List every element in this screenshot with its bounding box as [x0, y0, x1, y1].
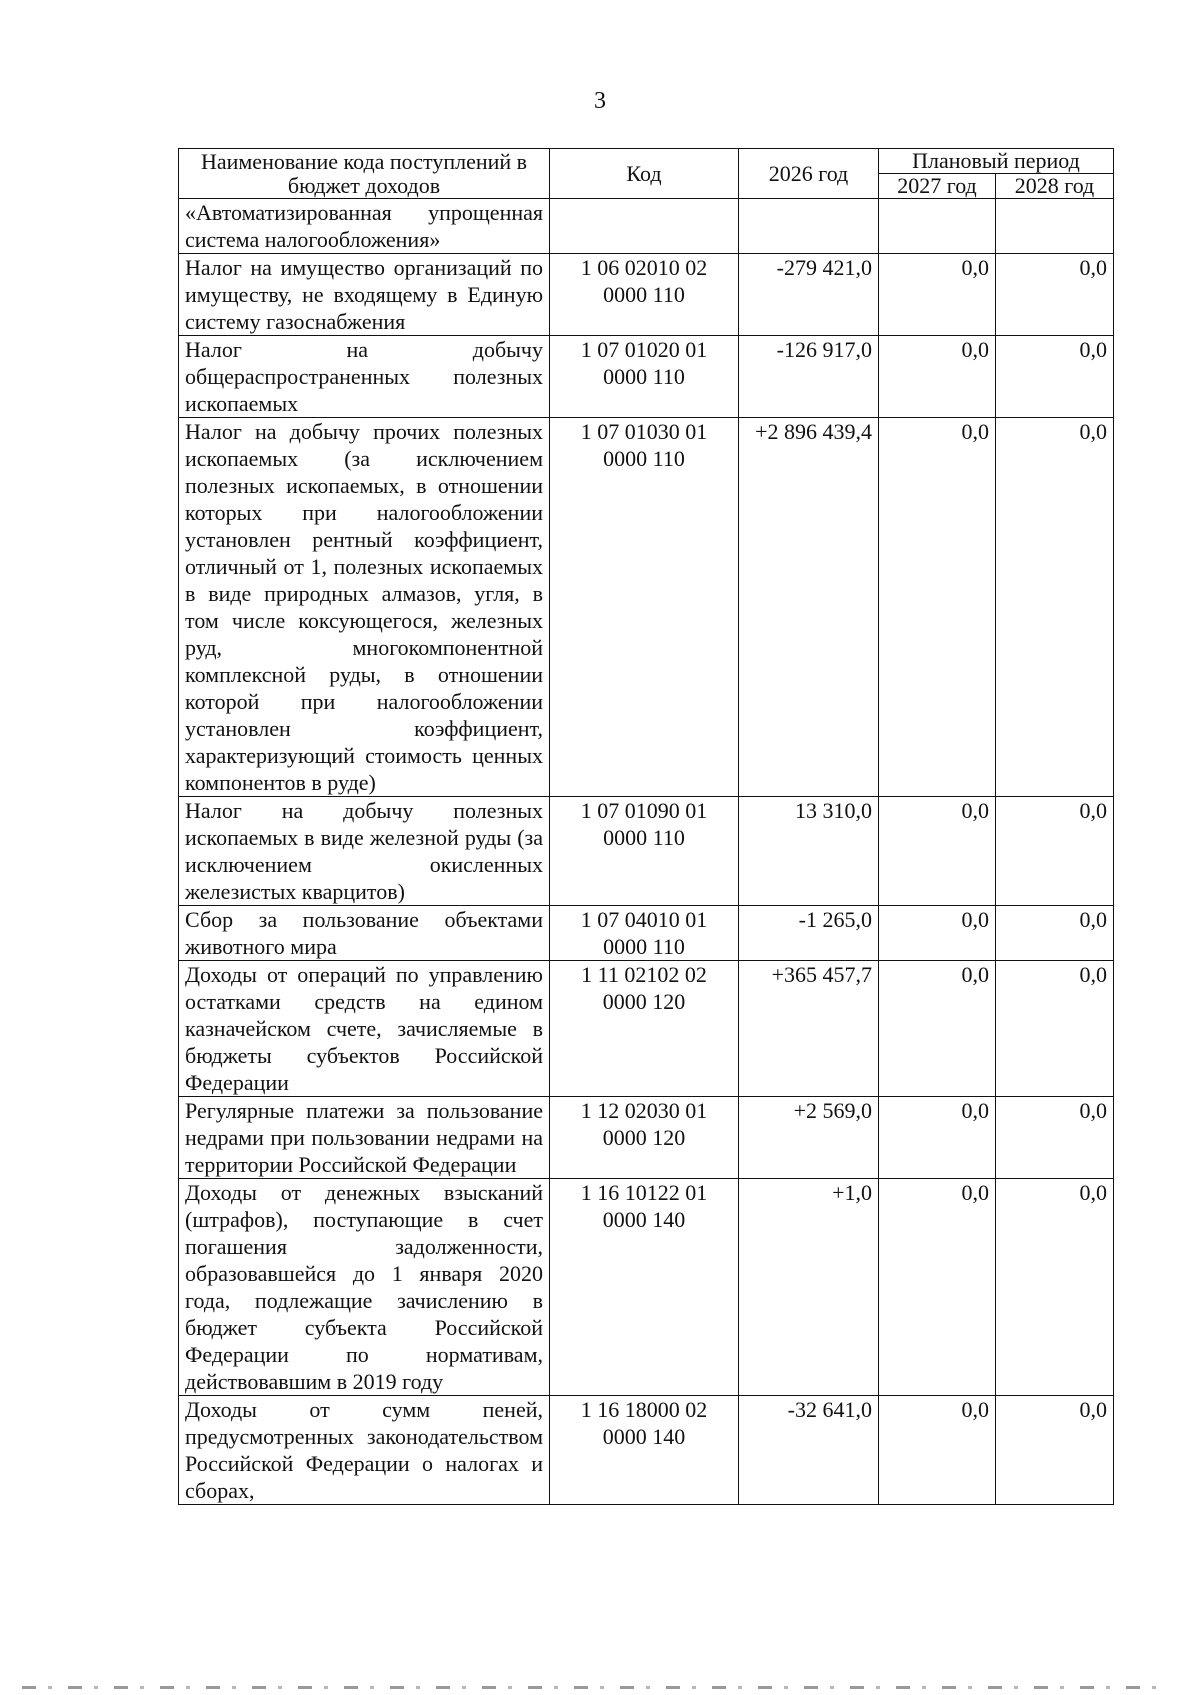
value-y2028-cell: 0,0 — [996, 254, 1114, 336]
code-line-2: 0000 140 — [602, 1424, 686, 1449]
table-body — [179, 199, 1114, 1505]
value-y2028-cell: 0,0 — [996, 1179, 1114, 1396]
code-line-2: 0000 110 — [603, 934, 685, 959]
header-name: Наименование кода поступлений в бюджет доходов — [179, 149, 550, 199]
revenue-code-cell — [550, 1179, 739, 1396]
value-y2028-cell: 0,0 — [996, 1097, 1114, 1179]
value-y2027-cell: 0,0 — [879, 254, 996, 336]
revenue-code-cell — [550, 254, 739, 336]
code-line-2: 0000 140 — [602, 1207, 686, 1232]
value-y2027-cell: 0,0 — [879, 906, 996, 961]
page-number: 3 — [594, 88, 606, 114]
table-row — [179, 1179, 1114, 1396]
revenue-code-cell — [550, 1396, 739, 1505]
table-row — [179, 961, 1114, 1097]
value-y2026-cell: -279 421,0 — [739, 254, 879, 336]
value-y2026-cell — [739, 199, 879, 254]
header-2027: 2027 год — [879, 174, 996, 199]
code-line-1: 1 12 02030 01 — [580, 1098, 708, 1123]
code-line-2: 0000 110 — [603, 364, 685, 389]
table-row — [179, 336, 1114, 418]
value-y2026-cell: -1 265,0 — [739, 906, 879, 961]
revenue-name-cell: Регулярные платежи за пользование недрами при пользовании недрами на территории Российской Федерации — [179, 1097, 550, 1179]
code-line-1: 1 07 01020 01 — [580, 337, 708, 362]
revenue-code-cell — [550, 336, 739, 418]
value-y2027-cell: 0,0 — [879, 1179, 996, 1396]
revenue-name-cell: Налог на добычу общераспространенных полезных ископаемых — [179, 336, 550, 418]
value-y2028-cell: 0,0 — [996, 797, 1114, 906]
value-y2026-cell: +1,0 — [739, 1179, 879, 1396]
value-y2027-cell: 0,0 — [879, 961, 996, 1097]
table-row — [179, 254, 1114, 336]
revenue-name-cell: «Автоматизированная упрощенная система налогообложения» — [179, 199, 550, 254]
table-row — [179, 199, 1114, 254]
value-y2026-cell: +2 896 439,4 — [739, 418, 879, 797]
revenue-code-cell — [550, 906, 739, 961]
revenue-name-cell: Доходы от операций по управлению остатками средств на едином казначейском счете, зачисляемые в бюджеты субъектов Российской Федерации — [179, 961, 550, 1097]
value-y2026-cell: 13 310,0 — [739, 797, 879, 906]
revenue-name-cell: Налог на имущество организаций по имуществу, не входящему в Единую систему газоснабжения — [179, 254, 550, 336]
revenue-code-cell — [550, 797, 739, 906]
revenue-code-cell — [550, 1097, 739, 1179]
header-code: Код — [550, 149, 739, 199]
revenue-table — [178, 148, 1114, 1505]
table-header-row — [179, 149, 1114, 174]
value-y2028-cell — [996, 199, 1114, 254]
table-row — [179, 1097, 1114, 1179]
code-line-1: 1 16 18000 02 — [580, 1397, 708, 1422]
value-y2028-cell: 0,0 — [996, 906, 1114, 961]
code-line-2: 0000 120 — [602, 989, 686, 1014]
code-line-1: 1 07 01030 01 — [580, 419, 708, 444]
revenue-code-cell — [550, 418, 739, 797]
value-y2027-cell: 0,0 — [879, 1396, 996, 1505]
revenue-code-cell — [550, 199, 739, 254]
value-y2026-cell: +2 569,0 — [739, 1097, 879, 1179]
table-row — [179, 797, 1114, 906]
value-y2027-cell — [879, 199, 996, 254]
value-y2027-cell: 0,0 — [879, 1097, 996, 1179]
code-line-2: 0000 120 — [602, 1125, 686, 1150]
table-row — [179, 1396, 1114, 1505]
revenue-name-cell: Сбор за пользование объектами животного мира — [179, 906, 550, 961]
table-row — [179, 418, 1114, 797]
value-y2027-cell: 0,0 — [879, 797, 996, 906]
header-planned-period: Плановый период — [879, 149, 1114, 174]
code-line-2: 0000 110 — [603, 446, 685, 471]
header-2026: 2026 год — [739, 149, 879, 199]
code-line-2: 0000 110 — [603, 282, 685, 307]
value-y2028-cell: 0,0 — [996, 418, 1114, 797]
revenue-code-cell — [550, 961, 739, 1097]
value-y2027-cell: 0,0 — [879, 418, 996, 797]
value-y2026-cell: -126 917,0 — [739, 336, 879, 418]
code-line-1: 1 07 01090 01 — [580, 798, 708, 823]
revenue-name-cell: Налог на добычу прочих полезных ископаемых (за исключением полезных ископаемых, в отношении которых при налогообложении установлен рентный коэффициент, отличный от 1, полезных ископаемых в виде природных алмазов, угля, в том числе коксующегося, железных руд, многокомпонентной комплексной руды, в отношении которой при налогообложении установлен коэффициент, характеризующий стоимость ценных компонентов в руде) — [179, 418, 550, 797]
value-y2027-cell: 0,0 — [879, 336, 996, 418]
table-row — [179, 906, 1114, 961]
value-y2026-cell: -32 641,0 — [739, 1396, 879, 1505]
value-y2028-cell: 0,0 — [996, 1396, 1114, 1505]
code-line-2: 0000 110 — [603, 825, 685, 850]
revenue-name-cell: Доходы от денежных взысканий (штрафов), поступающие в счет погашения задолженности, образовавшейся до 1 января 2020 года, подлежащие зачислению в бюджет субъекта Российской Федерации по нормативам, действовавшим в 2019 году — [179, 1179, 550, 1396]
code-line-1: 1 16 10122 01 — [580, 1180, 708, 1205]
revenue-name-cell: Доходы от сумм пеней, предусмотренных законодательством Российской Федерации о налогах и сборах, — [179, 1396, 550, 1505]
code-line-1: 1 07 04010 01 — [580, 907, 708, 932]
value-y2028-cell: 0,0 — [996, 961, 1114, 1097]
code-line-1: 1 06 02010 02 — [580, 255, 708, 280]
revenue-name-cell: Налог на добычу полезных ископаемых в виде железной руды (за исключением окисленных железистых кварцитов) — [179, 797, 550, 906]
code-line-1: 1 11 02102 02 — [581, 962, 707, 987]
scan-edge-noise — [22, 1686, 1170, 1689]
value-y2028-cell: 0,0 — [996, 336, 1114, 418]
header-2028: 2028 год — [996, 174, 1114, 199]
value-y2026-cell: +365 457,7 — [739, 961, 879, 1097]
